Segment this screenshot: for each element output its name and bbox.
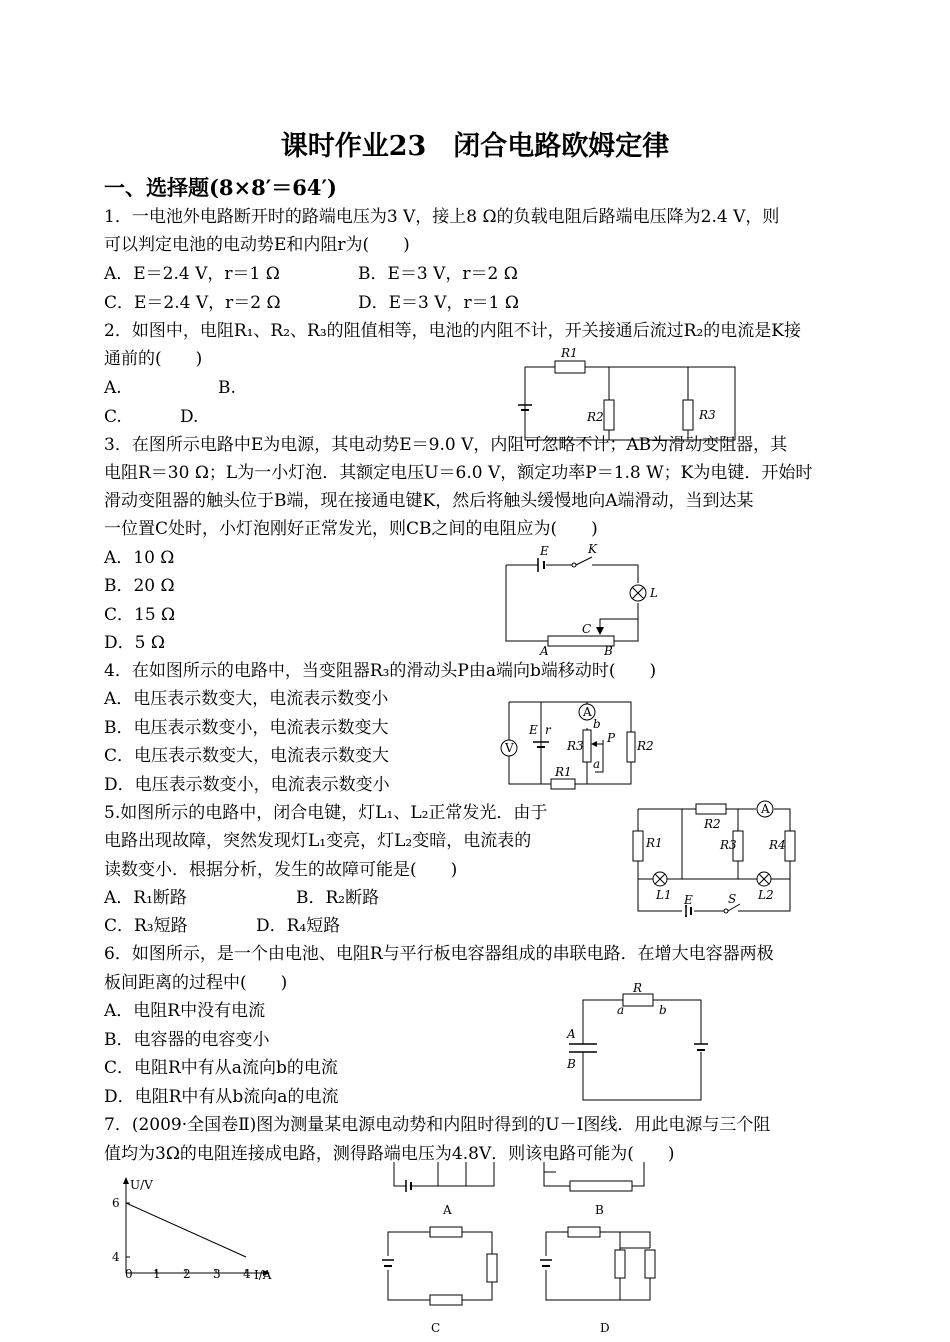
- q2-option-c: C.: [104, 407, 122, 427]
- q2-option-b: B.: [218, 378, 236, 398]
- q5-label-l2: L2: [758, 888, 774, 902]
- q2-option-d: D.: [180, 407, 199, 427]
- q3-option-b: B．20 Ω: [104, 576, 175, 596]
- q6-option-d: D．电阻R中有从b流向a的电流: [104, 1087, 339, 1107]
- y-tick-label: 4: [112, 1250, 120, 1264]
- q5-stem-line2: 电路出现故障，突然发现灯L₁变亮，灯L₂变暗，电流表的: [104, 831, 532, 851]
- q4-label-p: P: [607, 731, 616, 745]
- q7-option-b-circuit: [540, 1162, 650, 1222]
- q2-label-r1: R1: [561, 346, 578, 360]
- y-tick-label: 6: [112, 1196, 120, 1210]
- q7-u-i-line: [126, 1203, 246, 1257]
- q6-option-c: C．电阻R中有从a流向b的电流: [104, 1058, 338, 1078]
- q5-label-s: S: [728, 892, 737, 906]
- q3-label-l: L: [650, 586, 658, 600]
- q7-option-d-circuit: [540, 1224, 665, 1336]
- q4-ammeter-label: A: [583, 705, 592, 719]
- q3-option-c: C．15 Ω: [104, 605, 176, 625]
- q4-label-r1: R1: [555, 765, 572, 779]
- q1-option-d: D．E＝3 V，r＝1 Ω: [358, 293, 519, 313]
- q5-option-c: C．R₃短路: [104, 916, 188, 936]
- q4-stem: 4．在如图所示的电路中，当变阻器R₃的滑动头P由a端向b端移动时( ): [104, 661, 657, 681]
- q2-stem-line2: 通前的( ): [104, 349, 203, 369]
- x-tick-label: 3: [213, 1267, 221, 1281]
- q6-plate-a-label: A: [567, 1027, 576, 1041]
- q6-stem-line1: 6．如图所示，是一个由电池、电阻R与平行板电容器组成的串联电路．在增大电容器两极: [104, 944, 774, 964]
- q3-label-b: B: [604, 644, 613, 658]
- q7-u-i-graph: [104, 1175, 284, 1290]
- q5-stem-line3: 读数变小．根据分析，发生的故障可能是( ): [104, 860, 458, 880]
- q6-option-b: B．电容器的电容变小: [104, 1030, 270, 1050]
- q5-label-r2: R2: [704, 817, 721, 831]
- q4-label-r3: R3: [567, 739, 584, 753]
- x-tick-label: 4: [243, 1267, 251, 1281]
- page-title: 课时作业23 闭合电路欧姆定律: [280, 131, 670, 162]
- q5-label-e: E: [684, 893, 693, 907]
- q3-option-d: D．5 Ω: [104, 633, 165, 653]
- x-tick-label: 2: [183, 1267, 191, 1281]
- q1-option-a: A．E＝2.4 V，r＝1 Ω: [104, 264, 280, 284]
- q6-option-a: A．电阻R中没有电流: [104, 1001, 266, 1021]
- q3-stem-line4: 一位置C处时，小灯泡刚好正常发光，则CB之间的电阻应为( ): [104, 519, 598, 539]
- q2-circuit-diagram: [515, 345, 725, 445]
- q5-label-r3: R3: [720, 838, 737, 852]
- q1-stem-line1: 1．一电池外电路断开时的路端电压为3 V，接上8 Ω的负载电阻后路端电压降为2.4 V，则: [104, 207, 780, 227]
- q6-stem-line2: 板间距离的过程中( ): [104, 973, 288, 993]
- q7-option-c-circuit: [382, 1224, 502, 1336]
- x-tick-label: 0: [125, 1267, 133, 1281]
- q3-stem-line2: 电阻R＝30 Ω；L为一小灯泡．其额定电压U＝6.0 V，额定功率P＝1.8 W；K为电键．开始时: [104, 463, 813, 483]
- q2-label-r3: R3: [699, 408, 716, 422]
- q2-label-r2: R2: [587, 410, 604, 424]
- q7-stem-line2: 值均为3Ω的电阻连接成电路，测得路端电压为4.8V．则该电路可能为( ): [104, 1144, 675, 1164]
- q4-option-d: D．电压表示数变小，电流表示数变小: [104, 775, 390, 795]
- section-heading: 一、选择题(8×8′＝64′): [104, 175, 337, 200]
- q4-voltmeter-label: V: [505, 741, 514, 755]
- q5-stem-line1: 5.如图所示的电路中，闭合电键，灯L₁、L₂正常发光．由于: [104, 803, 548, 823]
- q4-label-e: E: [529, 723, 538, 737]
- q4-label-b: b: [593, 717, 601, 731]
- q7-graph-ylabel: U/V: [130, 1178, 153, 1192]
- q5-option-a: A．R₁断路: [104, 888, 187, 908]
- q7-option-a-label: A: [443, 1203, 452, 1217]
- q7-option-d-label: D: [600, 1321, 610, 1335]
- q6-circuit-diagram: [565, 982, 715, 1104]
- q5-label-r1: R1: [646, 836, 663, 850]
- q3-label-e: E: [540, 544, 549, 558]
- q7-stem-line1: 7．(2009·全国卷Ⅱ)图为测量某电源电动势和内阻时得到的U－I图线．用此电源与三个阻: [104, 1115, 771, 1135]
- q4-circuit-diagram: [497, 698, 667, 788]
- q2-option-a: A.: [104, 378, 122, 398]
- q5-label-l1: L1: [656, 888, 672, 902]
- q7-option-b-label: B: [595, 1203, 604, 1217]
- q7-graph-xlabel: I/A: [254, 1268, 272, 1282]
- x-tick-label: 1: [153, 1267, 161, 1281]
- q3-label-c: C: [582, 622, 592, 636]
- q1-option-c: C．E＝2.4 V，r＝2 Ω: [104, 293, 281, 313]
- q3-stem-line1: 3．在图所示电路中E为电源，其电动势E＝9.0 V，内阻可忽略不计；AB为滑动变阻器，其: [104, 435, 788, 455]
- q4-option-c: C．电压表示数变大，电流表示数变大: [104, 746, 390, 766]
- q5-ammeter-label: A: [761, 802, 770, 816]
- q7-option-a-circuit: [390, 1162, 500, 1222]
- q3-label-a: A: [540, 644, 549, 658]
- q3-circuit-diagram: [500, 542, 670, 658]
- q4-option-b: B．电压表示数变小，电流表示数变大: [104, 718, 389, 738]
- q5-label-r4: R4: [769, 838, 786, 852]
- q4-label-r2: R2: [637, 739, 654, 753]
- q4-label-r: r: [545, 723, 551, 737]
- q6-label-a: a: [617, 1003, 625, 1017]
- q4-option-a: A．电压表示数变大，电流表示数变小: [104, 689, 389, 709]
- q2-stem-line1: 2．如图中，电阻R₁、R₂、R₃的阻值相等，电池的内阻不计，开关接通后流过R₂的电流是K接: [104, 321, 801, 341]
- q6-plate-b-label: B: [567, 1057, 576, 1071]
- q1-stem-line2: 可以判定电池的电动势E和内阻r为( ): [104, 235, 410, 255]
- q7-option-c-label: C: [431, 1321, 441, 1335]
- q3-stem-line3: 滑动变阻器的触头位于B端，现在接通电键K，然后将触头缓慢地向A端滑动，当到达某: [104, 491, 754, 511]
- q5-option-b: B．R₂断路: [296, 888, 380, 908]
- q3-option-a: A．10 Ω: [104, 548, 175, 568]
- q5-option-d: D．R₄短路: [256, 916, 341, 936]
- q5-circuit-diagram: [626, 797, 804, 919]
- q6-label-b: b: [659, 1003, 667, 1017]
- q4-label-a: a: [593, 757, 601, 771]
- q3-label-k: K: [588, 542, 597, 556]
- q6-label-r: R: [633, 981, 643, 995]
- q1-option-b: B．E＝3 V，r＝2 Ω: [358, 264, 518, 284]
